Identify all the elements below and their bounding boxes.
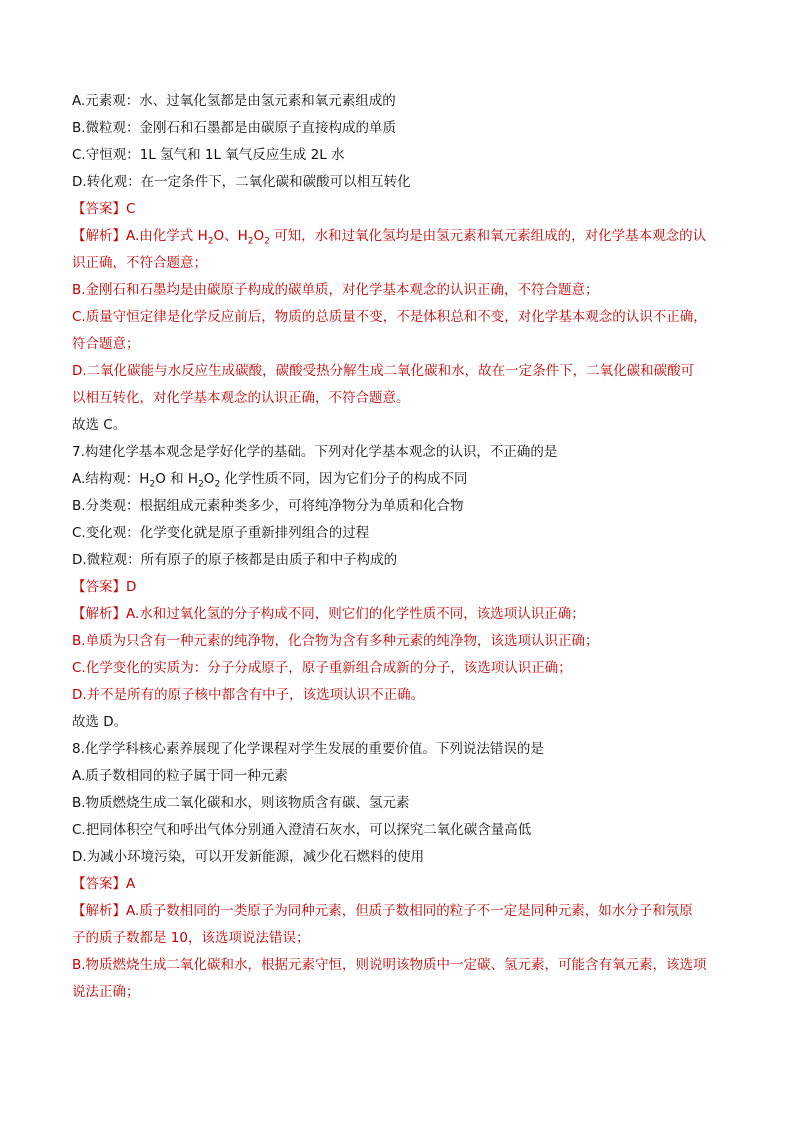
q6-analysis-c-line2: 符合题意； bbox=[72, 336, 140, 352]
q7-analysis-b: B.单质为只含有一种元素的纯净物，化合物为含有多种元素的纯净物，该选项认识正确； bbox=[72, 633, 599, 649]
q8-analysis-b-line1: B.物质燃烧生成二氧化碳和水，根据元素守恒，则说明该物质中一定碳、氢元素，可能含有氧元素，该选项 bbox=[72, 957, 707, 973]
q8-option-c: C.把同体积空气和呼出气体分别通入澄清石灰水，可以探究二氧化碳含量高低 bbox=[72, 822, 532, 838]
q6-option-b: B.微粒观：金刚石和石墨都是由碳原子直接构成的单质 bbox=[72, 120, 397, 136]
answer-tag: 【答案】 bbox=[72, 876, 126, 892]
q8-option-a: A.质子数相同的粒子属于同一种元素 bbox=[72, 768, 288, 784]
answer-tag: 【答案】 bbox=[72, 579, 126, 595]
q6-option-d: D.转化观：在一定条件下，二氧化碳和碳酸可以相互转化 bbox=[72, 174, 411, 190]
analysis-tag: 【解析】 bbox=[72, 903, 126, 919]
q8-option-d: D.为减小环境污染，可以开发新能源，减少化石燃料的使用 bbox=[72, 849, 425, 865]
q8-stem: 8.化学学科核心素养展现了化学课程对学生发展的重要价值。下列说法错误的是 bbox=[72, 741, 544, 757]
answer-value: A bbox=[126, 876, 136, 892]
q7-stem: 7.构建化学基本观念是学好化学的基础。下列对化学基本观念的认识，不正确的是 bbox=[72, 444, 558, 460]
answer-value: D bbox=[126, 579, 137, 595]
q8-analysis-a-line1: 【解析】A.质子数相同的一类原子为同种元素，但质子数相同的粒子不一定是同种元素，如水分子和氖原 bbox=[72, 903, 693, 919]
q7-conclusion: 故选 D。 bbox=[72, 714, 128, 730]
q7-option-c: C.变化观：化学变化就是原子重新排列组合的过程 bbox=[72, 525, 370, 541]
q7-option-a: A.结构观：$H_2O$ 和 $H_2O_2$ 化学性质不同，因为它们分子的构成不同 bbox=[72, 471, 468, 490]
answer-value: C bbox=[126, 201, 136, 217]
q6-option-c: C.守恒观：1L 氢气和 1L 氧气反应生成 2L 水 bbox=[72, 147, 345, 163]
analysis-tag: 【解析】 bbox=[72, 228, 126, 244]
q7-option-b: B.分类观：根据组成元素种类多少，可将纯净物分为单质和化合物 bbox=[72, 498, 464, 514]
q7-analysis-a: 【解析】A.水和过氧化氢的分子构成不同，则它们的化学性质不同，该选项认识正确； bbox=[72, 606, 585, 622]
q6-analysis-c-line1: C.质量守恒定律是化学反应前后，物质的总质量不变，不是体积总和不变，对化学基本观念的认识不正确， bbox=[72, 309, 707, 325]
q6-analysis-d-line1: D.二氧化碳能与水反应生成碳酸，碳酸受热分解生成二氧化碳和水，故在一定条件下，二氧化碳和碳酸可 bbox=[72, 363, 695, 379]
document-content bbox=[72, 88, 732, 1006]
q7-analysis-c: C.化学变化的实质为：分子分成原子，原子重新组合成新的分子，该选项认识正确； bbox=[72, 660, 572, 676]
q6-analysis-a-line2: 识正确，不符合题意； bbox=[72, 255, 207, 271]
analysis-tag: 【解析】 bbox=[72, 606, 126, 622]
q8-analysis-a-line2: 子的质子数都是 10，该选项说法错误； bbox=[72, 930, 310, 946]
q8-option-b: B.物质燃烧生成二氧化碳和水，则该物质含有碳、氢元素 bbox=[72, 795, 410, 811]
q6-answer bbox=[72, 196, 732, 223]
q8-answer bbox=[72, 871, 732, 898]
q6-analysis-d-line2: 以相互转化，对化学基本观念的认识正确，不符合题意。 bbox=[72, 390, 410, 406]
q7-analysis-d: D.并不是所有的原子核中都含有中子，该选项认识不正确。 bbox=[72, 687, 425, 703]
q7-answer bbox=[72, 574, 732, 601]
q6-analysis-b: B.金刚石和石墨均是由碳原子构成的碳单质，对化学基本观念的认识正确，不符合题意； bbox=[72, 282, 599, 298]
q7-option-d: D.微粒观：所有原子的原子核都是由质子和中子构成的 bbox=[72, 552, 398, 568]
q6-option-a: A.元素观：水、过氧化氢都是由氢元素和氧元素组成的 bbox=[72, 93, 396, 109]
answer-tag: 【答案】 bbox=[72, 201, 126, 217]
q6-analysis-a-line1: 【解析】A.由化学式 $H_2O$、$H_2O_2$ 可知，水和过氧化氢均是由氢元素和氧元素组成的，对化学基本观念的认 bbox=[72, 228, 707, 247]
q6-conclusion: 故选 C。 bbox=[72, 417, 127, 433]
q8-analysis-b-line2: 说法正确； bbox=[72, 984, 140, 1000]
